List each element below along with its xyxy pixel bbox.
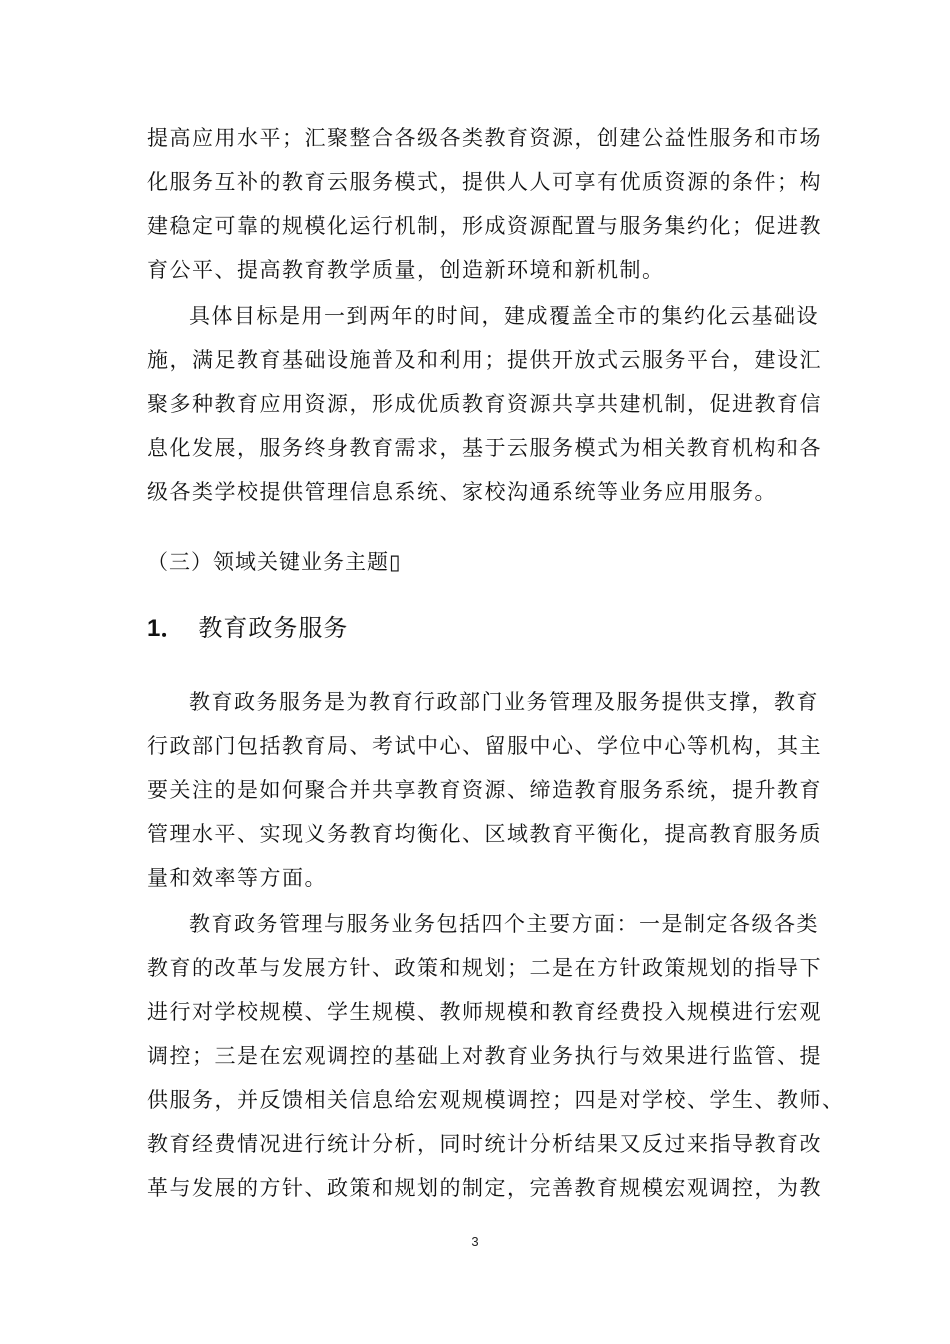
paragraph-line: 息化发展，服务终身教育需求，基于云服务模式为相关教育机构和各: [147, 436, 822, 460]
section-heading: （三）领域关键业务主题▯: [147, 550, 402, 574]
paragraph-line: 级各类学校提供管理信息系统、家校沟通系统等业务应用服务。: [147, 480, 777, 504]
paragraph-line: 要关注的是如何聚合并共享教育资源、缔造教育服务系统，提升教育: [147, 778, 822, 802]
paragraph-line: 进行对学校规模、学生规模、教师规模和教育经费投入规模进行宏观: [147, 1000, 822, 1024]
paragraph-line: 化服务互补的教育云服务模式，提供人人可享有优质资源的条件；构: [147, 170, 822, 194]
paragraph-line: 教育经费情况进行统计分析，同时统计分析结果又反过来指导教育改: [147, 1132, 822, 1156]
paragraph-line: 施，满足教育基础设施普及和利用；提供开放式云服务平台，建设汇: [147, 348, 822, 372]
paragraph-line: 革与发展的方针、政策和规划的制定，完善教育规模宏观调控，为教: [147, 1176, 822, 1200]
paragraph-line: 提高应用水平；汇聚整合各级各类教育资源，创建公益性服务和市场: [147, 126, 822, 150]
paragraph-line: 量和效率等方面。: [147, 866, 327, 890]
paragraph-line: 教育的改革与发展方针、政策和规划；二是在方针政策规划的指导下: [147, 956, 822, 980]
paragraph-line: 聚多种教育应用资源，形成优质教育资源共享共建机制，促进教育信: [147, 392, 822, 416]
paragraph-line: 教育政务管理与服务业务包括四个主要方面：一是制定各级各类: [189, 912, 819, 936]
paragraph-line: 育公平、提高教育教学质量，创造新环境和新机制。: [147, 258, 665, 282]
paragraph-line: 行政部门包括教育局、考试中心、留服中心、学位中心等机构，其主: [147, 734, 822, 758]
paragraph-line: 供服务，并反馈相关信息给宏观规模调控；四是对学校、学生、教师、: [147, 1088, 845, 1112]
paragraph-line: 教育政务服务是为教育行政部门业务管理及服务提供支撑，教育: [189, 690, 819, 714]
page-number: 3: [471, 1234, 479, 1249]
subsection-heading: [147, 612, 348, 645]
subsection-number: 1．: [147, 615, 185, 642]
subsection-title: 教育政务服务: [198, 614, 349, 642]
paragraph-line: 管理水平、实现义务教育均衡化、区域教育平衡化，提高教育服务质: [147, 822, 822, 846]
paragraph-line: 调控；三是在宏观调控的基础上对教育业务执行与效果进行监管、提: [147, 1044, 822, 1068]
paragraph-line: 建稳定可靠的规模化运行机制，形成资源配置与服务集约化；促进教: [147, 214, 822, 238]
paragraph-line: 具体目标是用一到两年的时间，建成覆盖全市的集约化云基础设: [189, 304, 819, 328]
